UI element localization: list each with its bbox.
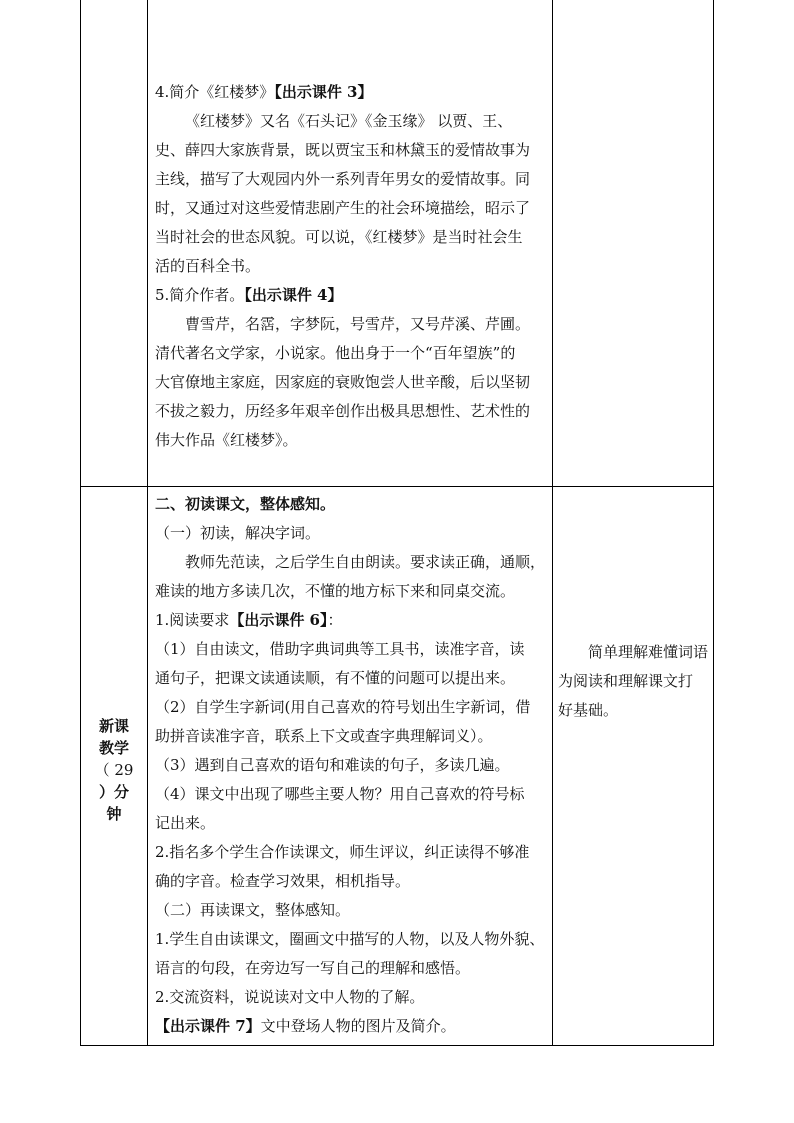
text-line [155, 548, 551, 577]
highlight-text: 二、初读课文，整体感知。 [155, 495, 336, 513]
text-line [155, 490, 551, 519]
line-text: 主线，描写了大观园内外一系列青年男女的爱情故事。同 [155, 170, 531, 188]
text-line [155, 194, 551, 223]
text-line [155, 983, 551, 1012]
line-text: 时，又通过对这些爱情悲剧产生的社会环境描绘，昭示了 [155, 199, 531, 217]
text-line [155, 368, 551, 397]
text-line [155, 722, 551, 751]
line-text: 4.简介《红楼梦》 [155, 83, 275, 101]
line-text: 5.简介作者。 [155, 286, 245, 304]
text-line [155, 809, 551, 838]
line-text: 大官僚地主家庭，因家庭的衰败饱尝人世辛酸，后以坚韧 [155, 373, 531, 391]
text-line [155, 693, 551, 722]
stage-label-line: （ 29 [94, 761, 134, 779]
intro-text-block [155, 78, 551, 455]
line-text: ： [327, 611, 343, 629]
highlight-text: 【出示课件 3】 [274, 83, 373, 101]
line-text: 语言的句段，在旁边写一写自己的理解和感悟。 [155, 959, 471, 977]
text-line [155, 165, 551, 194]
text-line [155, 664, 551, 693]
note-line: 简单理解难懂词语 [588, 643, 709, 661]
design-note-cell [558, 638, 712, 725]
text-line [155, 896, 551, 925]
stage-label-line: 教学 [98, 739, 129, 757]
line-text: （2）自学生字新词(用自己喜欢的符号划出生字新词，借 [155, 698, 531, 716]
line-text: 当时社会的世态风貌。可以说，《红楼梦》是当时社会生 [155, 228, 523, 246]
text-line [155, 635, 551, 664]
line-text: 确的字音。检查学习效果，相机指导。 [155, 872, 411, 890]
line-text: 《红楼梦》又名《石头记》《金玉缘》 以贾、王、 [185, 112, 513, 130]
text-line [155, 397, 551, 426]
text-line [155, 223, 551, 252]
line-text: 清代著名文学家，小说家。他出身于一个“百年望族”的 [155, 344, 516, 362]
text-line [155, 751, 551, 780]
highlight-text: 【出示课件 6】 [229, 611, 328, 629]
text-line [155, 838, 551, 867]
content-cell-intro [155, 78, 551, 455]
text-line [155, 310, 551, 339]
line-text: 通句子，把课文读通读顺，有不懂的问题可以提出来。 [155, 669, 516, 687]
line-text: 文中登场人物的图片及简介。 [260, 1017, 456, 1035]
text-line [155, 925, 551, 954]
table-border-left [80, 0, 81, 1046]
table-row-divider [80, 486, 714, 487]
stage-label-line: 新课 [98, 717, 129, 735]
design-note-text [558, 638, 712, 725]
text-line [155, 519, 551, 548]
text-line [155, 606, 551, 635]
highlight-text: 【出示课件 7】 [155, 1017, 261, 1035]
table-divider-label [147, 0, 148, 1046]
line-text: 史、薛四大家族背景，既以贾宝玉和林黛玉的爱情故事为 [155, 141, 531, 159]
line-text: 伟大作品《红楼梦》。 [155, 431, 298, 449]
stage-label-line: ）分 [98, 783, 129, 801]
line-text: 教师先范读，之后学生自由朗读。要求读正确，通顺， [185, 553, 546, 571]
line-text: （4）课文中出现了哪些主要人物？用自己喜欢的符号标 [155, 785, 525, 803]
note-line: 好基础。 [558, 701, 619, 719]
text-line [155, 1012, 551, 1041]
text-line [155, 281, 551, 310]
text-line [155, 339, 551, 368]
text-line [155, 136, 551, 165]
text-line [155, 252, 551, 281]
line-text: 曹雪芹，名霑，字梦阮，号雪芹，又号芹溪、芹圃。 [185, 315, 531, 333]
stage-label-cell [81, 715, 147, 825]
line-text: （1）自由读文，借助字典词典等工具书，读准字音，读 [155, 640, 525, 658]
table-border-right [713, 0, 714, 1046]
line-text: （3）遇到自己喜欢的语句和难读的句子，多读几遍。 [155, 756, 510, 774]
text-line [155, 954, 551, 983]
content-cell-reading [155, 490, 551, 1041]
table-divider-content [552, 0, 553, 1046]
line-text: 难读的地方多读几次，不懂的地方标下来和同桌交流。 [155, 582, 516, 600]
text-line [155, 107, 551, 136]
reading-text-block [155, 490, 551, 1041]
text-line [155, 426, 551, 455]
line-text: 记出来。 [155, 814, 216, 832]
highlight-text: 【出示课件 4】 [244, 286, 343, 304]
line-text: （一）初读，解决字词。 [155, 524, 321, 542]
line-text: 助拼音读准字音，联系上下文或查字典理解词义）。 [155, 727, 493, 745]
line-text: 1.阅读要求 [155, 611, 230, 629]
line-text: 2.交流资料，说说读对文中人物的了解。 [155, 988, 425, 1006]
line-text: 不拔之毅力，历经多年艰辛创作出极具思想性、艺术性的 [155, 402, 531, 420]
table-border-bottom [80, 1045, 714, 1046]
text-line [155, 577, 551, 606]
text-line [155, 78, 551, 107]
text-line [155, 867, 551, 896]
line-text: （二）再读课文，整体感知。 [155, 901, 351, 919]
line-text: 活的百科全书。 [155, 257, 261, 275]
line-text: 2.指名多个学生合作读课文，师生评议，纠正读得不够准 [155, 843, 530, 861]
line-text: 1.学生自由读课文，圈画文中描写的人物，以及人物外貌、 [155, 930, 545, 948]
note-line: 为阅读和理解课文打 [558, 672, 694, 690]
text-line [155, 780, 551, 809]
stage-label-line: 钟 [106, 805, 122, 823]
